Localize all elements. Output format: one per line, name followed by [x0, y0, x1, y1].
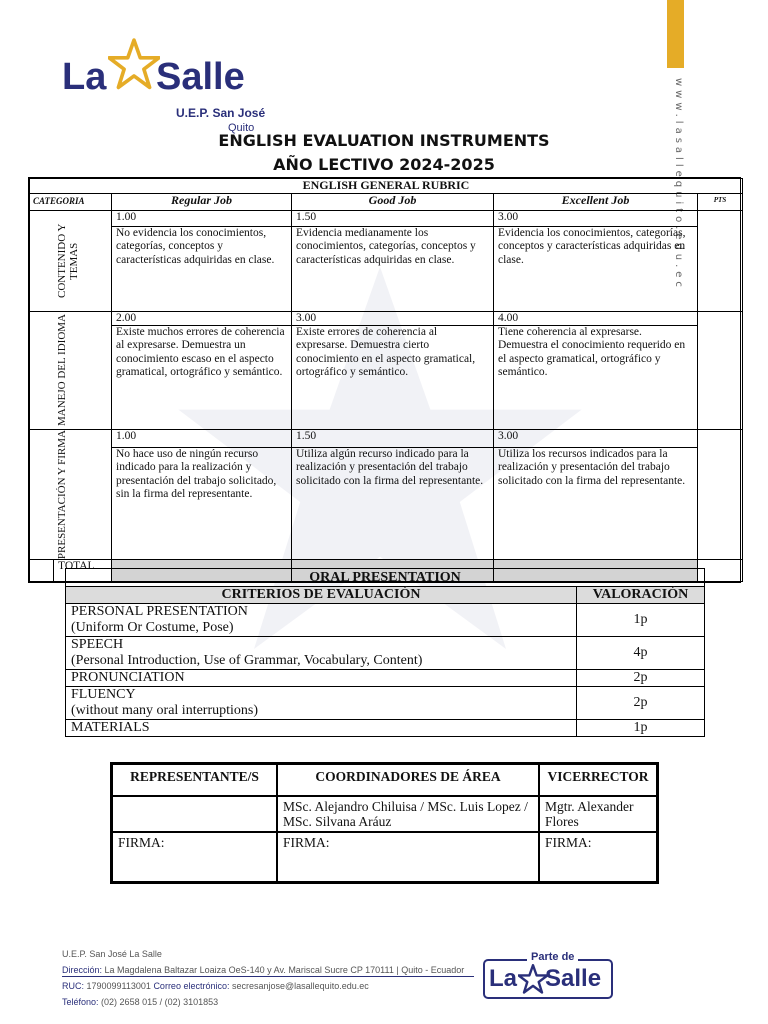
document-subtitle: AÑO LECTIVO 2024-2025	[273, 155, 495, 174]
footer-logo-parte: Parte de	[527, 951, 578, 963]
oral-title: ORAL PRESENTATION	[66, 569, 705, 587]
oral-row	[66, 670, 705, 687]
criterion-name: PERSONAL PRESENTATION	[71, 604, 248, 619]
star-icon	[108, 36, 160, 92]
footer-ruc-email	[62, 978, 464, 994]
gold-accent-bar	[667, 0, 684, 68]
total-label: TOTAL	[54, 559, 112, 581]
firma-representante: FIRMA:	[112, 832, 277, 882]
footer-school: U.E.P. San José La Salle	[62, 949, 162, 959]
vicerrector-name: Mgtr. Alexander Flores	[539, 796, 657, 832]
phone-value: (02) 2658 015 / (02) 3101853	[101, 997, 219, 1007]
footer-phone	[62, 994, 464, 1010]
oral-row	[66, 720, 705, 737]
total-spacer	[30, 559, 54, 581]
rubric-title: ENGLISH GENERAL RUBRIC	[30, 179, 743, 194]
criterion-name: SPEECH	[71, 637, 124, 652]
footer-divider	[62, 976, 474, 977]
category-label: PRESENTACIÓN Y FIRMA	[55, 429, 68, 559]
score-regular: 1.00	[112, 429, 292, 447]
firma-coordinadores: FIRMA:	[277, 832, 539, 882]
desc-good: Utiliza algún recurso indicado para la realización y presentación del trabajo solicitado con la firma del representante.	[292, 447, 494, 559]
desc-good: Evidencia medianamente los conocimientos, categorías, conceptos y características adquiridas en clase.	[292, 226, 494, 311]
logo-salle-text: Salle	[156, 56, 245, 98]
score-good: 1.50	[292, 210, 494, 226]
score-regular: 2.00	[112, 311, 292, 325]
criterion-detail: (Personal Introduction, Use of Grammar, Vocabulary, Content)	[71, 653, 423, 668]
oral-criterion	[66, 720, 577, 737]
score-excellent: 4.00	[494, 311, 698, 325]
criterion-detail: (without many oral interruptions)	[71, 703, 259, 718]
score-excellent: 3.00	[494, 210, 698, 226]
signature-table	[110, 762, 659, 884]
oral-row	[66, 604, 705, 637]
col-header-excellent: Excellent Job	[494, 194, 698, 211]
document-title: ENGLISH EVALUATION INSTRUMENTS	[218, 131, 550, 150]
score-good: 3.00	[292, 311, 494, 325]
logo-subtitle: U.E.P. San José	[176, 106, 266, 120]
criterion-name: MATERIALS	[71, 720, 150, 735]
col-header-regular: Regular Job	[112, 194, 292, 211]
footer	[62, 946, 464, 1010]
criterion-value: 1p	[577, 720, 705, 737]
phone-label: Teléfono:	[62, 997, 99, 1007]
email-value: secresanjose@lasallequito.edu.ec	[232, 981, 369, 991]
footer-star-icon	[518, 964, 548, 994]
logo-la-text: La	[62, 56, 107, 98]
rubric-row	[30, 311, 743, 325]
pts-cell	[698, 210, 743, 311]
criterion-value: 2p	[577, 670, 705, 687]
firma-vicerrector: FIRMA:	[539, 832, 657, 882]
value-header: VALORACIÓN	[577, 587, 705, 604]
general-rubric	[28, 177, 741, 583]
header-coordinadores: COORDINADORES DE ÁREA	[277, 764, 539, 796]
coordinators-names: MSc. Alejandro Chiluisa / MSc. Luis Lopez / MSc. Silvana Aráuz	[277, 796, 539, 832]
oral-criterion	[66, 637, 577, 670]
address-value: La Magdalena Baltazar Loaiza OeS-140 y Av. Mariscal Sucre CP 170111 | Quito - Ecuador	[104, 965, 465, 975]
criterion-value: 2p	[577, 687, 705, 720]
oral-presentation-table	[65, 568, 705, 737]
desc-regular: Existe muchos errores de coherencia al expresarse. Demuestra un conocimiento escaso en el aspecto gramatical, ortográfico y semántico.	[112, 325, 292, 429]
category-cell	[30, 210, 112, 311]
desc-regular: No hace uso de ningún recurso indicado para la realización y presentación del trabajo solicitado, sin la firma del representante.	[112, 447, 292, 559]
oral-row	[66, 687, 705, 720]
col-header-pts: PTS	[698, 194, 743, 211]
criterion-name: FLUENCY	[71, 687, 136, 702]
category-cell	[30, 429, 112, 559]
pts-cell	[698, 311, 743, 429]
criterion-value: 4p	[577, 637, 705, 670]
score-excellent: 3.00	[494, 429, 698, 447]
criteria-header: CRITERIOS DE EVALUACIÓN	[66, 587, 577, 604]
header-vicerrector: VICERRECTOR	[539, 764, 657, 796]
oral-row	[66, 637, 705, 670]
desc-excellent: Evidencia los conocimientos, categorías, conceptos y características adquiridas en clase.	[494, 226, 698, 311]
score-regular: 1.00	[112, 210, 292, 226]
ruc-value: 1790099113001	[86, 981, 151, 991]
pts-cell	[698, 429, 743, 559]
rubric-row	[30, 210, 743, 226]
footer-logo	[483, 951, 613, 999]
desc-good: Existe errores de coherencia al expresarse. Demuestra cierto conocimiento en el aspecto gramatical, ortográfico y semántico.	[292, 325, 494, 429]
criterion-name: PRONUNCIATION	[71, 670, 185, 685]
footer-logo-la: La	[489, 965, 518, 992]
desc-excellent: Tiene coherencia al expresarse. Demuestra el conocimiento requerido en el aspecto gramatical, ortográfico y semántico.	[494, 325, 698, 429]
criterion-value: 1p	[577, 604, 705, 637]
oral-criterion	[66, 670, 577, 687]
email-label: Correo electrónico:	[153, 981, 230, 991]
col-header-category: CATEGORIA	[30, 194, 112, 211]
category-label: MANEJO DEL IDIOMA	[55, 313, 68, 427]
header-representante: REPRESENTANTE/S	[112, 764, 277, 796]
footer-logo-salle: Salle	[545, 965, 602, 992]
col-header-good: Good Job	[292, 194, 494, 211]
category-cell	[30, 311, 112, 429]
ruc-label: RUC:	[62, 981, 84, 991]
desc-regular: No evidencia los conocimientos, categorías, conceptos y características adquiridas en clase.	[112, 226, 292, 311]
school-logo	[62, 36, 266, 136]
rubric-row	[30, 429, 743, 447]
desc-excellent: Utiliza los recursos indicados para la realización y presentación del trabajo solicitado con la firma del representante.	[494, 447, 698, 559]
score-good: 1.50	[292, 429, 494, 447]
address-label: Dirección:	[62, 965, 103, 975]
logo-subtitle-city: Quito	[228, 122, 255, 134]
category-label: CONTENIDO Y TEMAS	[55, 223, 80, 298]
representante-name	[112, 796, 277, 832]
website-vertical-text: www.lasallequito.edu.ec	[673, 78, 684, 291]
oral-criterion	[66, 604, 577, 637]
oral-criterion	[66, 687, 577, 720]
criterion-detail: (Uniform Or Costume, Pose)	[71, 620, 234, 635]
